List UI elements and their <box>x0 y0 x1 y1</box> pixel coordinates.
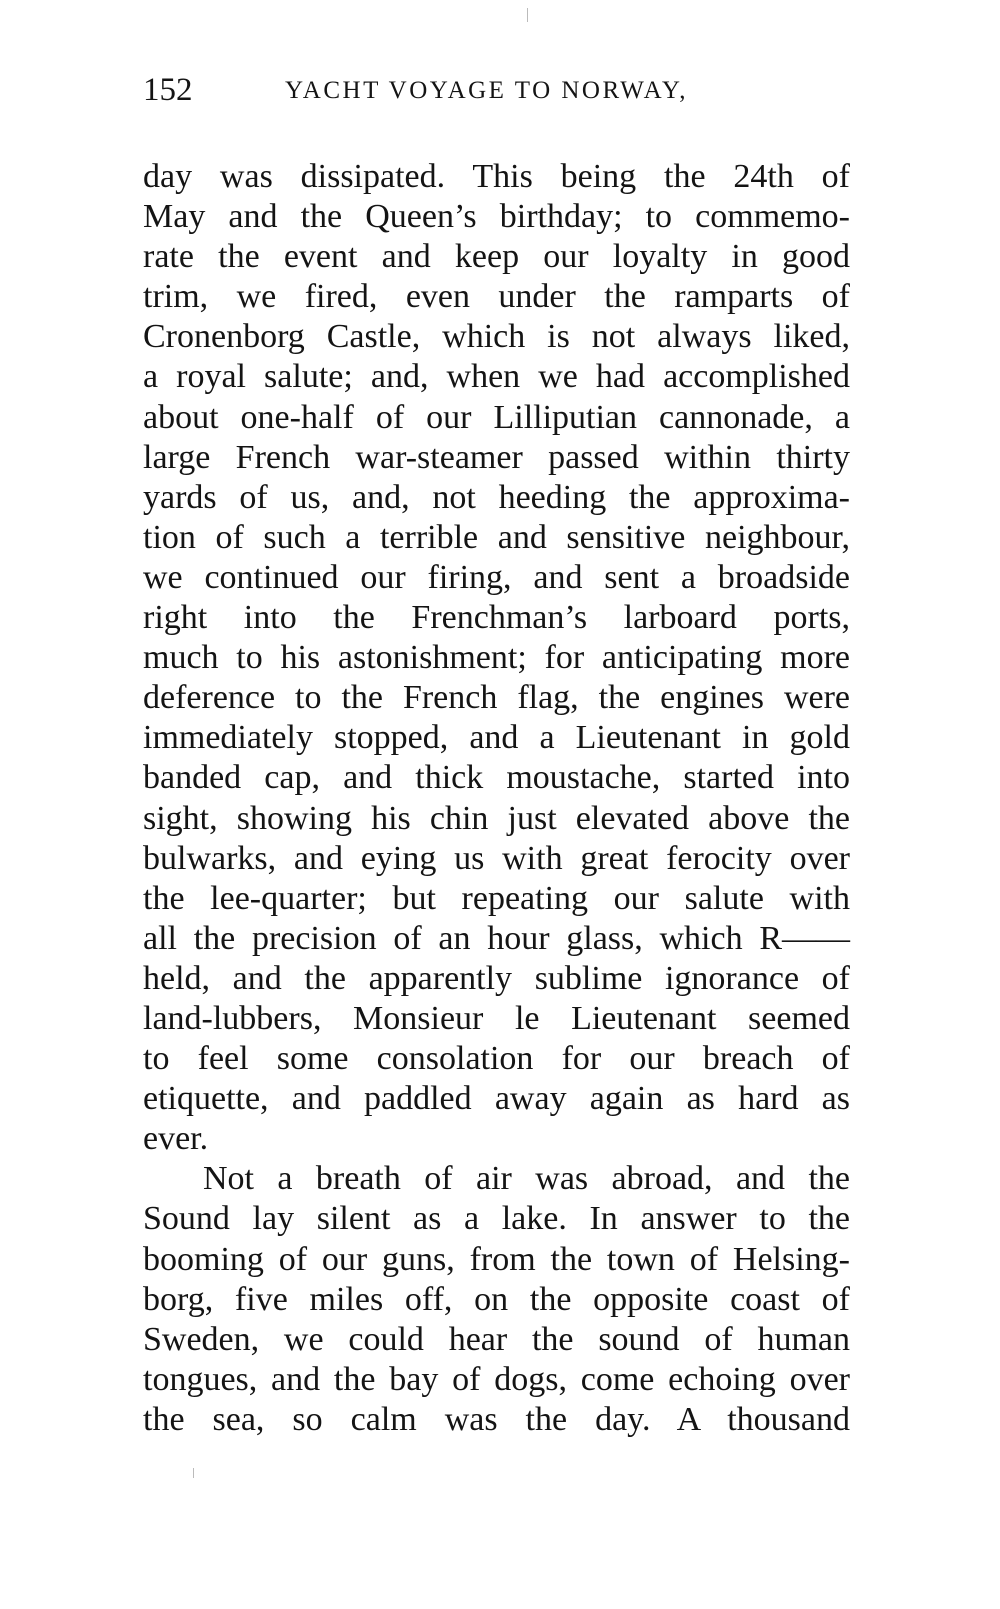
text-line: to feel some consolation for our breach of <box>143 1040 850 1078</box>
running-title: YACHT VOYAGE TO NORWAY, <box>285 77 688 104</box>
paragraph <box>143 1159 850 1440</box>
text-line: much to his astonishment; for anticipating more <box>143 639 850 677</box>
text-line: bulwarks, and eying us with great ferocity over <box>143 839 850 877</box>
text-line: day was dissipated. This being the 24th of <box>143 158 850 195</box>
page-number: 152 <box>143 72 193 108</box>
text-line: held, and the apparently sublime ignorance of <box>143 959 850 997</box>
text-line: about one-half of our Lilliputian cannonade, a <box>143 398 850 436</box>
text-line: land-lubbers, Monsieur le Lieutenant seemed <box>143 999 850 1037</box>
text-line: borg, five miles off, on the opposite coast of <box>143 1280 850 1318</box>
text-line: Sweden, we could hear the sound of human <box>143 1320 850 1358</box>
text-line: banded cap, and thick moustache, started into <box>143 759 850 797</box>
body-text <box>143 157 850 1440</box>
text-line: rate the event and keep our loyalty in good <box>143 238 850 276</box>
text-line: booming of our guns, from the town of Helsing- <box>143 1240 850 1278</box>
text-line: immediately stopped, and a Lieutenant in gold <box>143 719 850 757</box>
text-line: tongues, and the bay of dogs, come echoing over <box>143 1360 850 1398</box>
text-line: yards of us, and, not heeding the approxima- <box>143 478 850 516</box>
text-line: etiquette, and paddled away again as hard as <box>143 1080 850 1118</box>
text-line: tion of such a terrible and sensitive neighbour, <box>143 518 850 556</box>
text-line: deference to the French flag, the engines were <box>143 679 850 717</box>
text-line: sight, showing his chin just elevated above the <box>143 799 850 837</box>
text-line: the lee-quarter; but repeating our salute with <box>143 879 850 917</box>
running-header <box>143 72 850 116</box>
text-line: large French war-steamer passed within thirty <box>143 438 850 476</box>
text-line: Sound lay silent as a lake. In answer to the <box>143 1200 850 1238</box>
text-line: Not a breath of air was abroad, and the <box>203 1160 850 1198</box>
text-line: the sea, so calm was the day. A thousand <box>143 1400 850 1438</box>
text-line: trim, we fired, even under the ramparts of <box>143 278 850 316</box>
paragraph <box>143 157 850 1159</box>
text-line: we continued our firing, and sent a broadside <box>143 558 850 596</box>
text-line: right into the Frenchman’s larboard ports, <box>143 599 850 637</box>
scan-mark <box>527 8 528 22</box>
text-line: Cronenborg Castle, which is not always liked, <box>143 318 850 356</box>
text-line: a royal salute; and, when we had accomplished <box>143 358 850 396</box>
text-line: ever. <box>143 1120 209 1158</box>
text-line: all the precision of an hour glass, which R—— <box>143 919 850 957</box>
scan-mark <box>193 1468 194 1478</box>
text-line: May and the Queen’s birthday; to commemo- <box>143 198 850 236</box>
